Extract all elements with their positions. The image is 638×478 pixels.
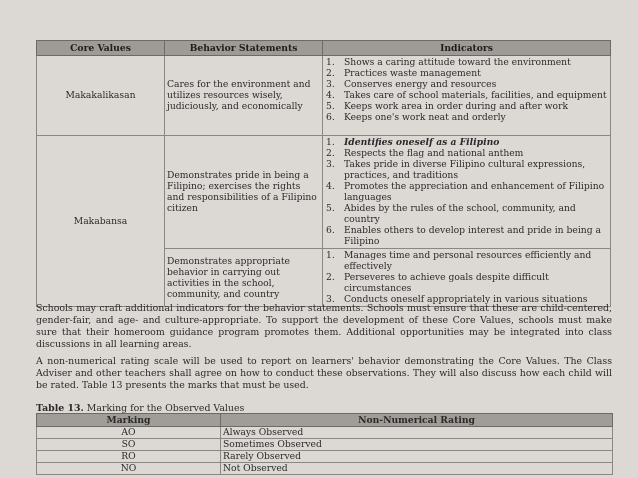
marking-cell: AO [37, 427, 221, 439]
list-item: 6. Keeps one's work neat and orderly [326, 112, 506, 123]
marking-cell: RO [37, 451, 221, 463]
list-item: 6. Enables others to develop interest and pride in being a Filipino [326, 225, 601, 247]
list-item: 5. Keeps work area in order during and after work [326, 101, 569, 112]
header-core-values: Core Values [37, 41, 165, 56]
table-row [37, 439, 613, 451]
rating-cell: Not Observed [221, 463, 613, 475]
table-row [37, 427, 613, 439]
table-header-row [37, 414, 613, 427]
core-value-cell: Makakalikasan [37, 56, 165, 136]
marking-cell: SO [37, 439, 221, 451]
list-item: 2. Perseveres to achieve goals despite difficult circumstances [326, 272, 549, 294]
list-item: 1. Shows a caring attitude toward the environment [326, 57, 571, 68]
indicators-cell [323, 249, 611, 307]
list-item: 3. Conducts oneself appropriately in various situations [326, 294, 588, 305]
rating-cell: Sometimes Observed [221, 439, 613, 451]
indicators-cell [323, 56, 611, 136]
indicators-cell [323, 136, 611, 249]
core-values-table [36, 40, 611, 307]
list-item: 4. Takes care of school materials, facilities, and equipment [326, 90, 607, 101]
table-row [37, 451, 613, 463]
table-row [37, 56, 611, 136]
list-item: 1. Identifies oneself as a Filipino [326, 137, 500, 148]
list-item: 4. Promotes the appreciation and enhancement of Filipino languages [326, 181, 605, 203]
list-item: 3. Conserves energy and resources [326, 79, 497, 90]
list-item: 2. Respects the flag and national anthem [326, 148, 524, 159]
list-item: 2. Practices waste management [326, 68, 481, 79]
table-row [37, 463, 613, 475]
caption-label: Table 13. [36, 403, 84, 414]
header-marking: Marking [37, 414, 221, 427]
paragraph-rating-scale: A non-numerical rating scale will be used to report on learners' behavior demonstrating the Core Values. The Class Adviser and other teachers shall agree on how to conduct these observations. They will also discuss how each child will be rated. Table 13 presents the marks that must be used. [36, 356, 612, 391]
table-header-row [37, 41, 611, 56]
behavior-statement-cell: Cares for the environment and utilizes resources wisely, judiciously, and economically [165, 56, 323, 136]
list-item: 1. Manages time and personal resources efficiently and effectively [326, 250, 592, 272]
behavior-statement-cell: Demonstrates pride in being a Filipino; exercises the rights and responsibilities of a Filipino citizen [165, 136, 323, 249]
core-value-cell: Makabansa [37, 136, 165, 307]
caption-text: Marking for the Observed Values [83, 403, 245, 414]
marking-cell: NO [37, 463, 221, 475]
rating-cell: Always Observed [221, 427, 613, 439]
table-row [37, 136, 611, 249]
list-item: 5. Abides by the rules of the school, community, and country [326, 203, 576, 225]
paragraph-additional-indicators: Schools may craft additional indicators for the behavior statements. Schools must ensure that these are child-centered, gender-fair, and age- and culture-appropriate. To support the development of these Core Values, schools must make sure that their homeroom guidance program promotes them. Additional opportunities may be integrated into class discussions in all learning areas. [36, 303, 612, 350]
list-item: 3. Takes pride in diverse Filipino cultural expressions, practices, and traditions [326, 159, 586, 181]
behavior-statement-cell: Demonstrates appropriate behavior in carrying out activities in the school, community, and country [165, 249, 323, 307]
header-indicators: Indicators [323, 41, 611, 56]
header-behavior-statements: Behavior Statements [165, 41, 323, 56]
rating-cell: Rarely Observed [221, 451, 613, 463]
marking-table [36, 413, 613, 475]
header-non-numerical-rating: Non-Numerical Rating [221, 414, 613, 427]
